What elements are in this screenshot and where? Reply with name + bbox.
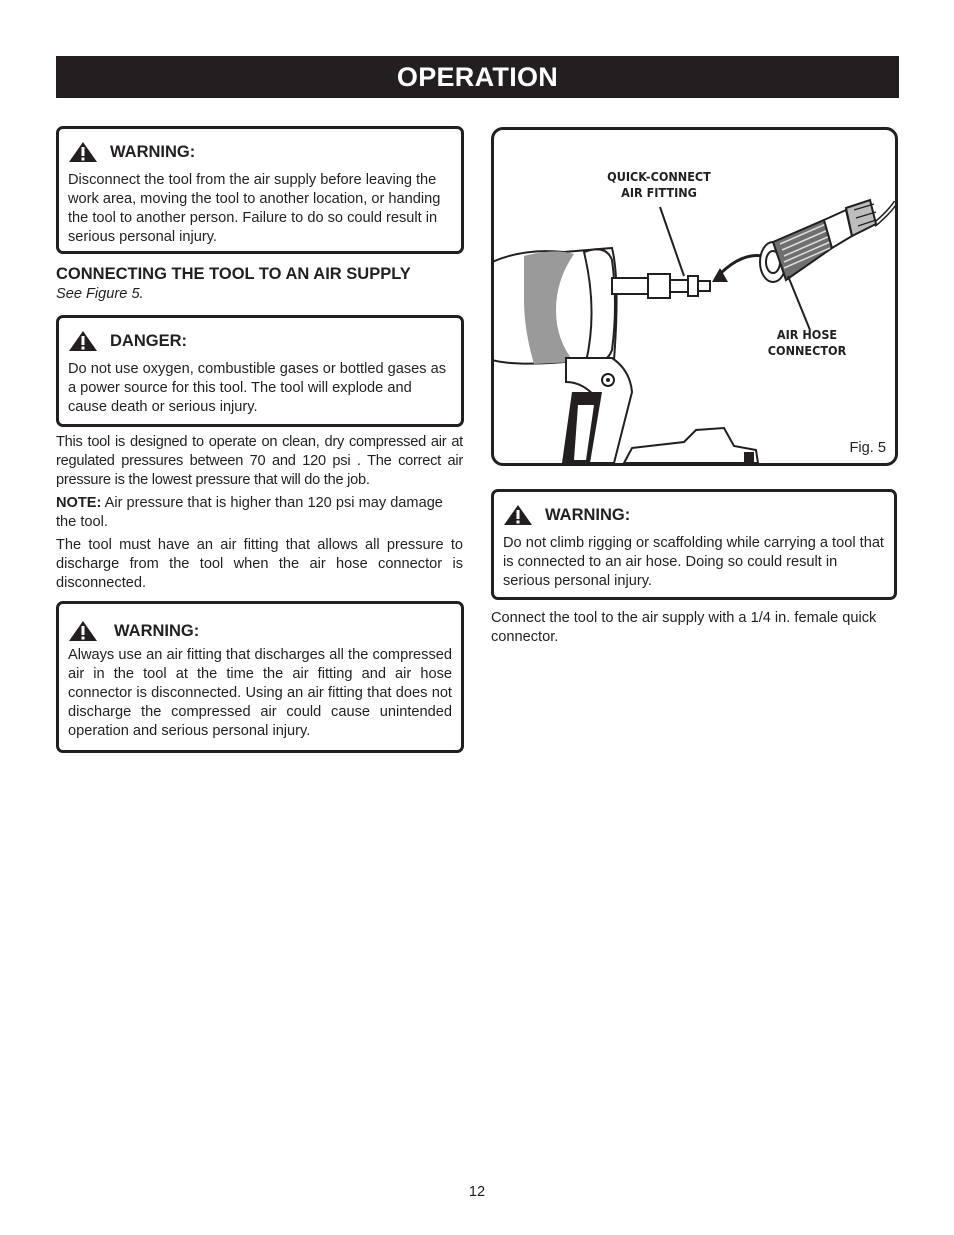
page-number: 12 <box>468 1184 486 1200</box>
body-paragraph: The tool must have an air fitting that allows all pressure to discharge from the tool when the air hose connector is disconnected. <box>56 537 463 591</box>
warning-title: WARNING: <box>114 621 200 640</box>
warning-box <box>56 601 464 753</box>
danger-box <box>56 315 464 427</box>
danger-text: Do not use oxygen, combustible gases or bottled gases as a power source for this tool. The tool will explode and cause death or serious injury. <box>68 361 447 415</box>
warning-box <box>491 489 897 600</box>
callout-air-hose-connector: AIR HOSE CONNECTOR <box>767 327 847 358</box>
note-text: Air pressure that is higher than 120 psi may damage the tool. <box>56 495 443 530</box>
danger-title: DANGER: <box>110 331 187 350</box>
note-paragraph <box>56 494 463 532</box>
warning-triangle-icon <box>68 330 98 352</box>
callout-quick-connect: QUICK-CONNECT AIR FITTING <box>607 169 711 200</box>
warning-box <box>56 126 464 254</box>
warning-title: WARNING: <box>545 505 631 524</box>
section-heading: CONNECTING THE TOOL TO AN AIR SUPPLY <box>56 265 411 283</box>
body-paragraph: This tool is designed to operate on clean, dry compressed air at regulated pressures between 70 and 120 psi . The correct air pressure is the lowest pressure that will do the job. <box>56 434 463 488</box>
body-paragraph: Connect the tool to the air supply with a 1/4 in. female quick connector. <box>491 610 877 645</box>
figure-5 <box>491 127 898 466</box>
warning-triangle-icon <box>68 141 98 163</box>
warning-triangle-icon <box>68 620 98 642</box>
warning-text: Do not climb rigging or scaffolding while carrying a tool that is connected to an air hose. Doing so could result in serious personal injury. <box>503 535 884 589</box>
note-label: NOTE: <box>56 495 102 511</box>
warning-title: WARNING: <box>110 142 196 161</box>
warning-triangle-icon <box>503 504 533 526</box>
figure-reference: See Figure 5. <box>56 286 144 302</box>
warning-text: Always use an air fitting that discharges all the compressed air in the tool at the time the air fitting and air hose connector is disconnected. Using an air fitting that does not discharge the compressed air could cause unintended operation and serious personal injury. <box>68 647 452 739</box>
warning-text: Disconnect the tool from the air supply before leaving the work area, moving the tool to another location, or handing the tool to another person. Failure to do so could result in serious personal injury. <box>68 172 441 245</box>
page-title: OPERATION <box>56 56 899 98</box>
figure-caption: Fig. 5 <box>849 440 886 456</box>
